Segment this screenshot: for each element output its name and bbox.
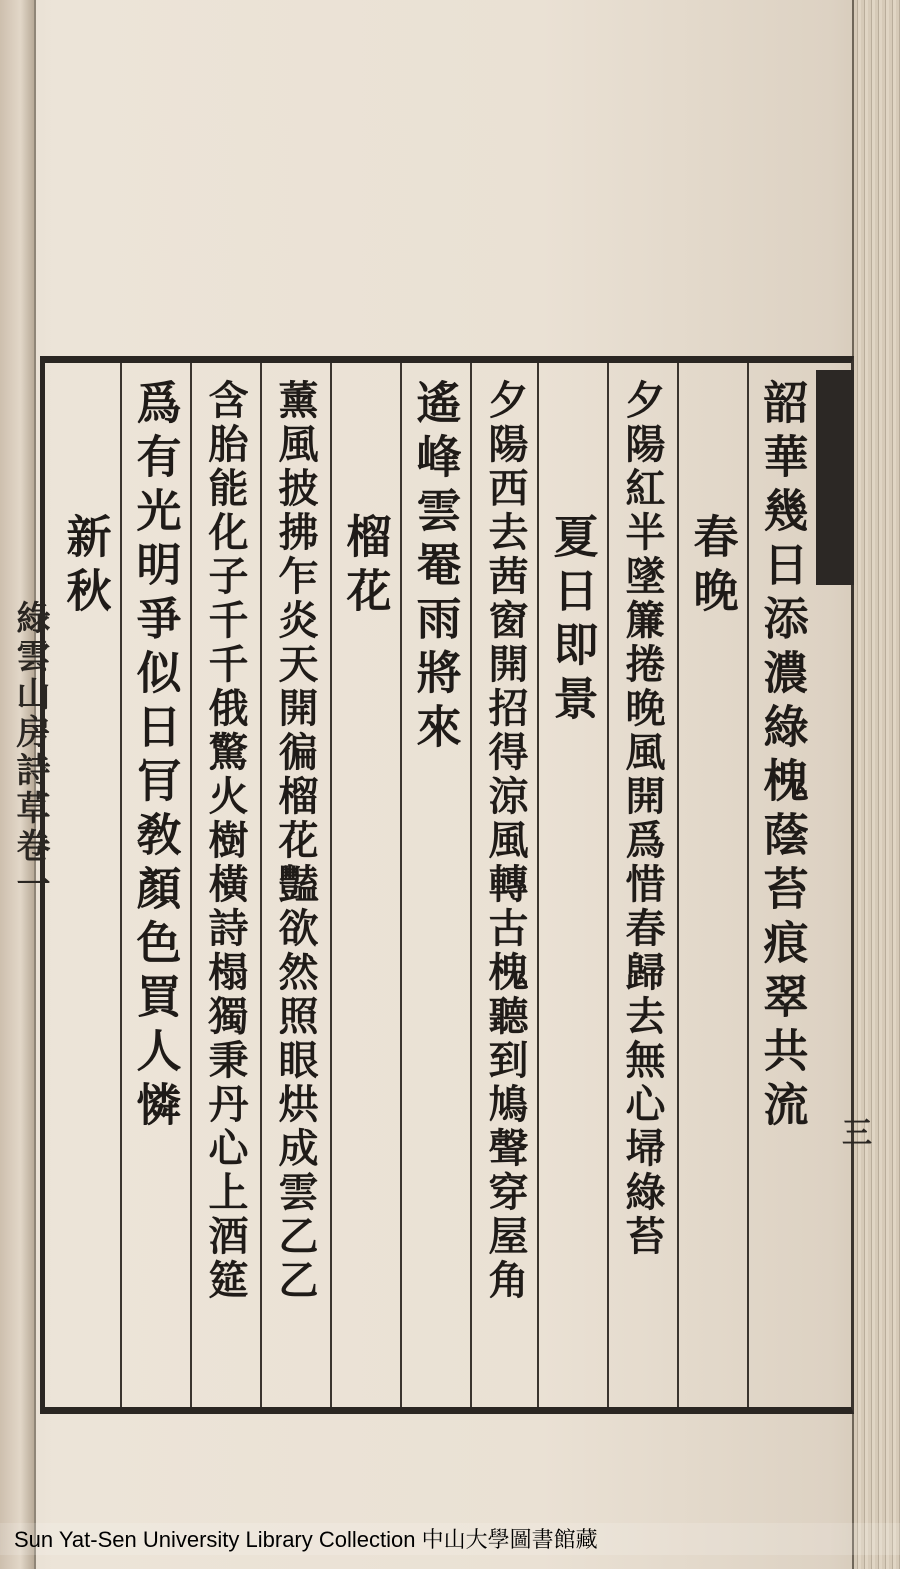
text-column: [677, 363, 747, 1407]
page-stack-edge: [852, 0, 900, 1569]
text-column: [330, 363, 400, 1407]
collection-credit: Sun Yat-Sen University Library Collection 中山大學圖書館藏: [0, 1523, 900, 1555]
poem-line: 夕陽紅半墜簾捲晚風開爲惜春歸去無心埽綠苔: [619, 379, 666, 1259]
poem-line: 遙峰雲罨雨將來: [408, 379, 462, 757]
text-column: [537, 363, 607, 1407]
poem-line: 爲有光明爭似日肎敎顏色買人憐: [128, 379, 182, 1135]
volume-title: 綠雲山房詩草卷一: [10, 600, 50, 904]
poem-line: 含胎能化子千千俄驚火樹橫詩榻獨秉丹心上酒筵: [202, 379, 249, 1303]
poem-title: 春晚: [685, 513, 739, 621]
page-number: 三: [842, 1116, 872, 1151]
fold-margin: [814, 360, 854, 1410]
text-column: [470, 363, 540, 1407]
text-column: [120, 363, 190, 1407]
text-frame: [40, 356, 854, 1414]
text-column: [50, 363, 120, 1407]
text-column: [260, 363, 330, 1407]
poem-title: 夏日即景: [545, 513, 599, 729]
poem-line: 韶華幾日添濃綠槐蔭苔痕翠共流: [755, 379, 809, 1135]
text-column: [400, 363, 470, 1407]
poem-title: 新秋: [58, 513, 112, 621]
text-column: [190, 363, 260, 1407]
poem-line: 薰風披拂乍炎天開徧榴花豔欲然照眼烘成雲乙乙: [272, 379, 319, 1303]
text-column: [747, 363, 817, 1407]
poem-title: 榴花: [338, 513, 392, 621]
poem-line: 夕陽西去茜窗開招得涼風轉古槐聽到鳩聲穿屋角: [482, 379, 529, 1303]
fishtail-block: [816, 370, 854, 585]
text-column: [607, 363, 677, 1407]
